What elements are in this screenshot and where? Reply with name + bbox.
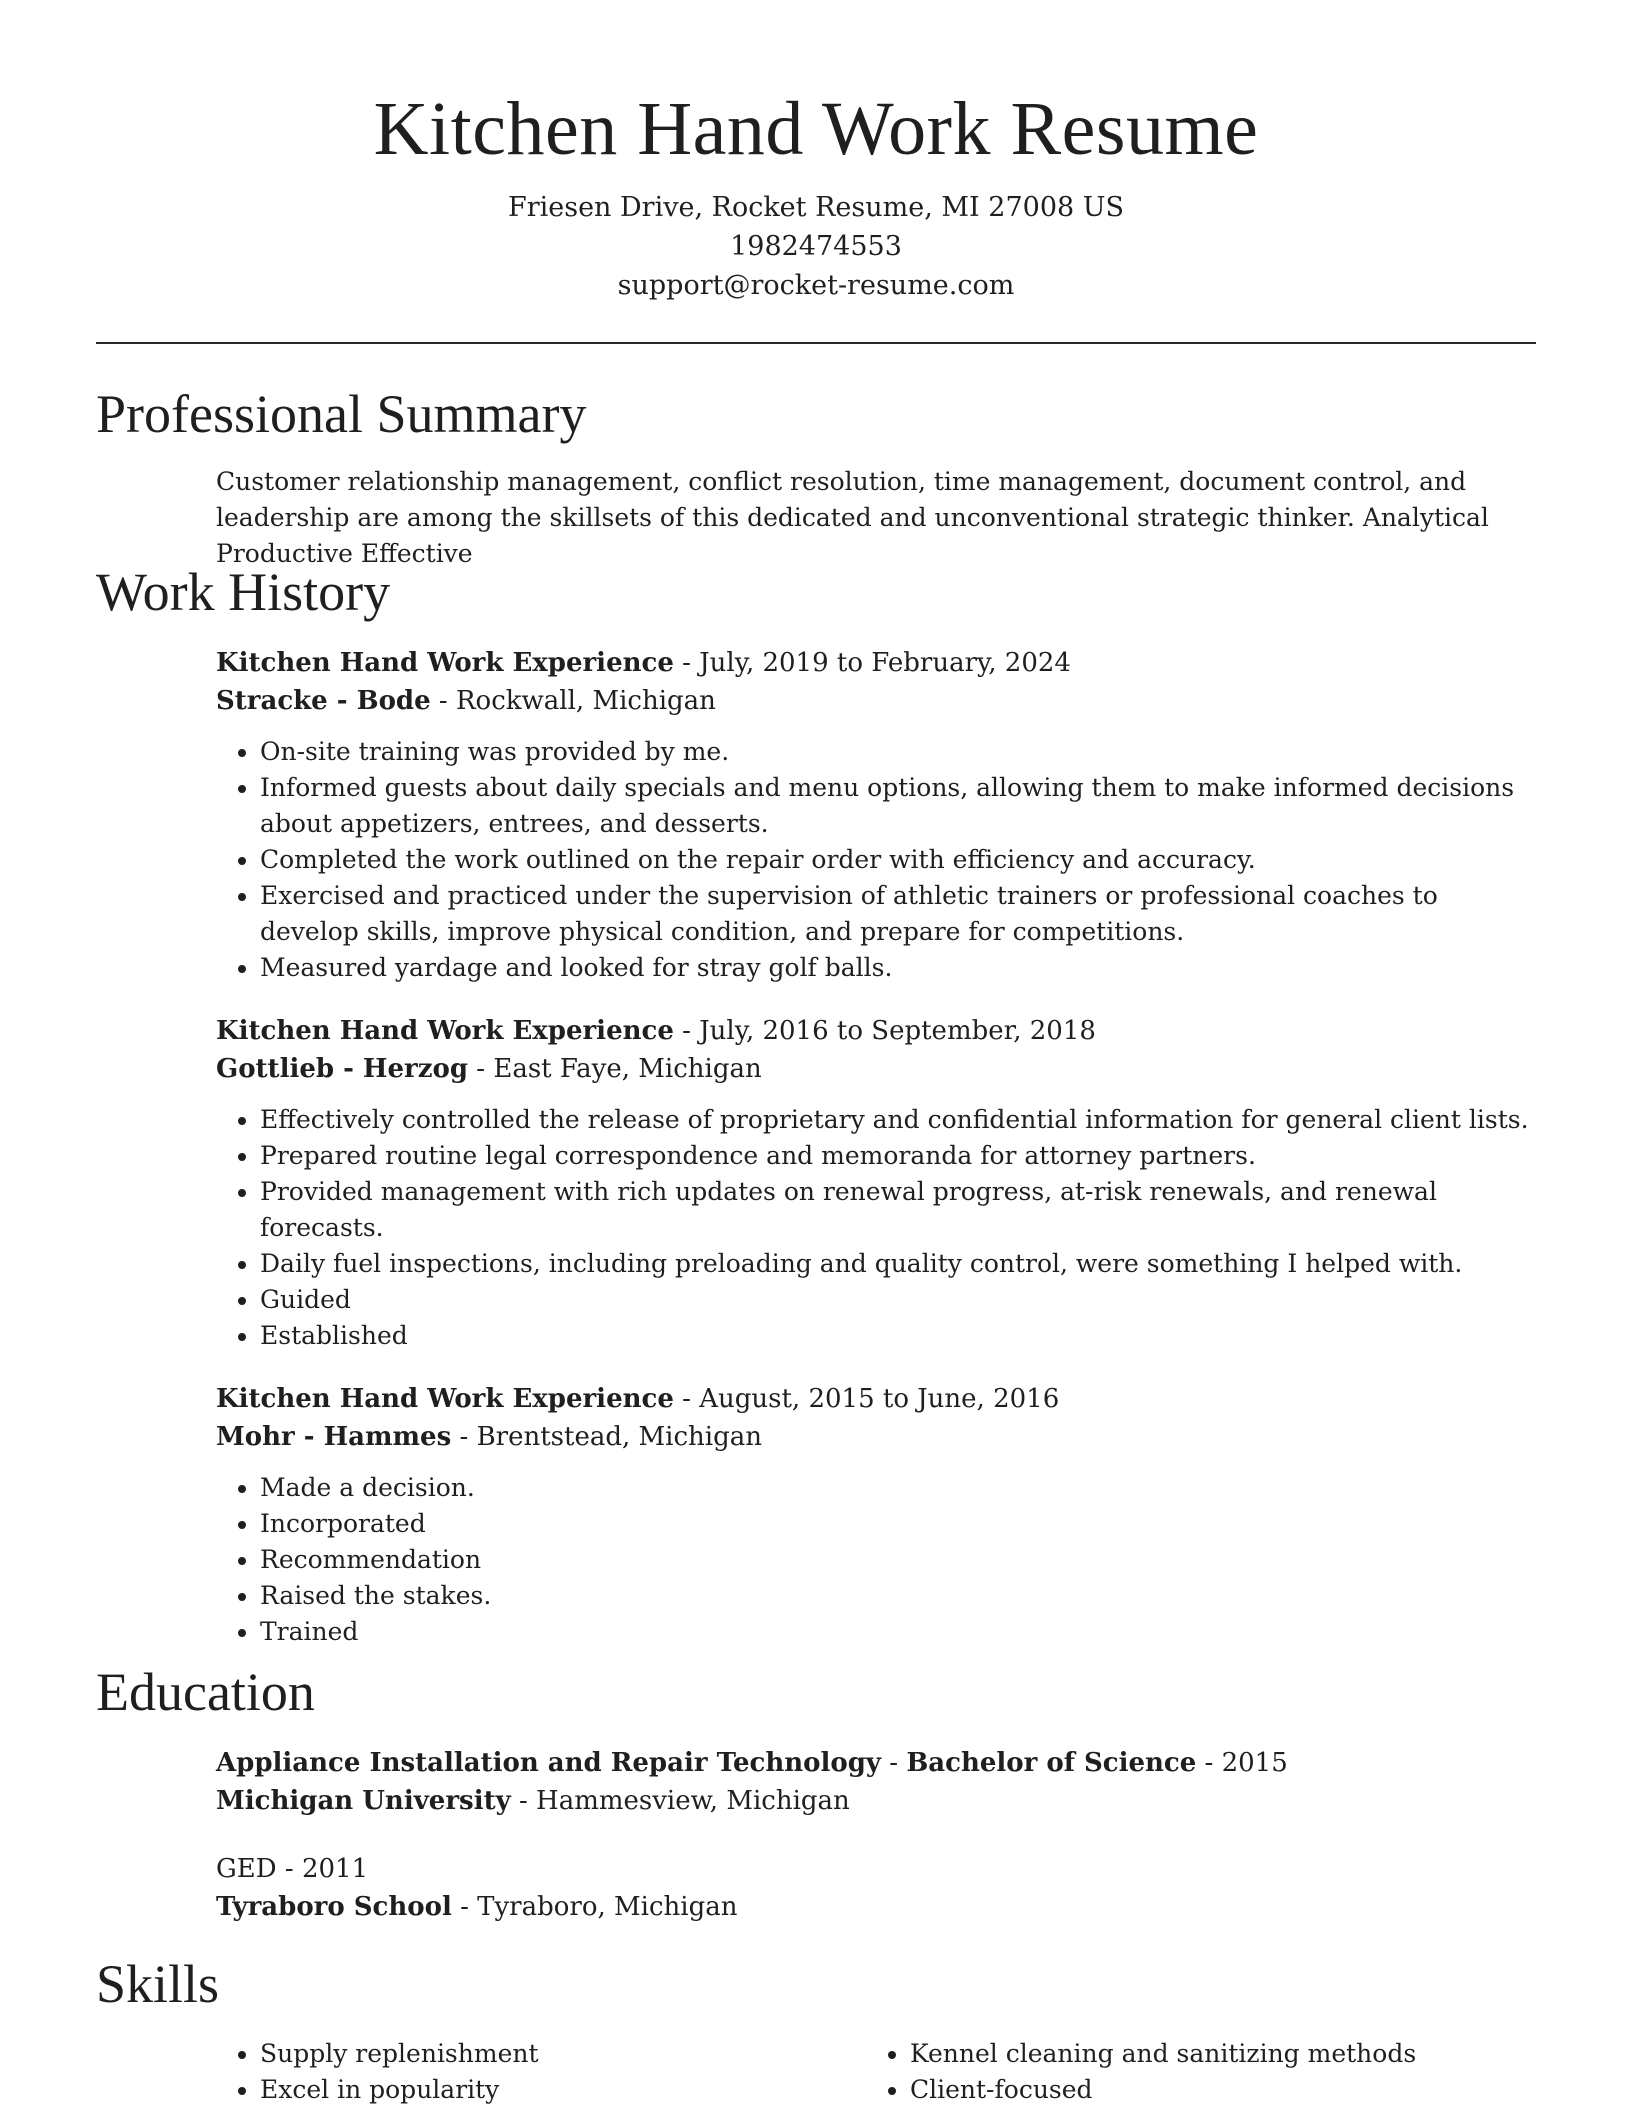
list-item: • Provided management with rich updates on renewal progress, at-risk renewals, and renewal forecasts. xyxy=(260,1174,1536,1246)
education-heading: Education xyxy=(96,1662,315,1722)
list-item: • Established xyxy=(260,1318,1536,1354)
job-title: Kitchen Hand Work Experience xyxy=(216,1016,674,1046)
contact-email: support@rocket-resume.com xyxy=(617,270,1015,301)
skills-column-right xyxy=(866,2036,1516,2108)
list-item: • Daily fuel inspections, including preloading and quality control, were something I helped with. xyxy=(260,1246,1536,1282)
education-year: 2011 xyxy=(301,1854,369,1884)
education-section xyxy=(96,1660,1536,1926)
job-title-line: Kitchen Hand Work Experience - July, 2016 to September, 2018 xyxy=(216,1016,1096,1046)
job-bullets xyxy=(216,1470,1536,1650)
education-entry xyxy=(216,1850,1536,1926)
education-year: 2015 xyxy=(1221,1748,1288,1778)
list-item: • Recommendation xyxy=(260,1542,1536,1578)
job-company-line: Gottlieb - Herzog - East Faye, Michigan xyxy=(216,1054,762,1084)
skills-column-left xyxy=(216,2036,866,2108)
contact-phone: 1982474553 xyxy=(730,231,902,262)
job-entry xyxy=(216,644,1536,986)
education-degree: Bachelor of Science xyxy=(906,1748,1197,1778)
education-degree: GED xyxy=(216,1854,277,1884)
list-item: • Raised the stakes. xyxy=(260,1578,1536,1614)
job-title-line: Kitchen Hand Work Experience - July, 2019 to February, 2024 xyxy=(216,648,1071,678)
job-dates: July, 2019 to February, 2024 xyxy=(699,648,1071,678)
job-bullets xyxy=(216,734,1536,986)
list-item: • Effectively controlled the release of proprietary and confidential information for general client lists. xyxy=(260,1102,1536,1138)
job-dates: August, 2015 to June, 2016 xyxy=(699,1384,1060,1414)
job-location: East Faye, Michigan xyxy=(493,1054,762,1084)
list-item: • Measured yardage and looked for stray golf balls. xyxy=(260,950,1536,986)
education-degree-line: GED - 2011 xyxy=(216,1854,369,1884)
skills-section xyxy=(96,1952,1536,2108)
list-item: • Supply replenishment xyxy=(260,2036,866,2072)
job-company: Gottlieb - Herzog xyxy=(216,1054,469,1084)
job-location: Brentstead, Michigan xyxy=(476,1422,762,1452)
contact-block xyxy=(0,188,1632,305)
resume-title: Kitchen Hand Work Resume xyxy=(373,87,1259,171)
resume-header xyxy=(0,0,1632,305)
education-school: Michigan University xyxy=(216,1786,511,1816)
job-title-line: Kitchen Hand Work Experience - August, 2015 to June, 2016 xyxy=(216,1384,1060,1414)
summary-heading: Professional Summary xyxy=(96,384,587,444)
list-item: • Kennel cleaning and sanitizing methods xyxy=(910,2036,1516,2072)
job-entry xyxy=(216,1380,1536,1650)
education-school: Tyraboro School xyxy=(216,1892,452,1922)
work-history-heading: Work History xyxy=(96,562,391,622)
education-location: Tyraboro, Michigan xyxy=(477,1892,738,1922)
job-company-line: Mohr - Hammes - Brentstead, Michigan xyxy=(216,1422,762,1452)
job-company-line: Stracke - Bode - Rockwall, Michigan xyxy=(216,686,716,716)
education-location: Hammesview, Michigan xyxy=(536,1786,850,1816)
education-degree-line: Appliance Installation and Repair Technology - Bachelor of Science - 2015 xyxy=(216,1748,1288,1778)
skills-columns xyxy=(216,2036,1536,2108)
job-title: Kitchen Hand Work Experience xyxy=(216,1384,674,1414)
education-school-line: Tyraboro School - Tyraboro, Michigan xyxy=(216,1892,738,1922)
list-item: • Client-focused xyxy=(910,2072,1516,2108)
summary-section xyxy=(96,382,1536,572)
list-item: • Incorporated xyxy=(260,1506,1536,1542)
list-item: • Made a decision. xyxy=(260,1470,1536,1506)
job-location: Rockwall, Michigan xyxy=(455,686,716,716)
list-item: • Guided xyxy=(260,1282,1536,1318)
list-item: • Prepared routine legal correspondence and memoranda for attorney partners. xyxy=(260,1138,1536,1174)
job-bullets xyxy=(216,1102,1536,1354)
education-entry xyxy=(216,1744,1536,1820)
list-item: • On-site training was provided by me. xyxy=(260,734,1536,770)
summary-text: Customer relationship management, conflict resolution, time management, document control, and leadership are among the skillsets of this dedicated and unconventional strategic thinker. Analytical Productive Effective xyxy=(216,467,1489,568)
work-history-section xyxy=(96,560,1536,1650)
job-title: Kitchen Hand Work Experience xyxy=(216,648,674,678)
list-item: • Informed guests about daily specials and menu options, allowing them to make informed decisions about appetizers, entrees, and desserts. xyxy=(260,770,1536,842)
job-dates: July, 2016 to September, 2018 xyxy=(699,1016,1096,1046)
list-item: • Trained xyxy=(260,1614,1536,1650)
skills-heading: Skills xyxy=(96,1954,220,2014)
contact-address: Friesen Drive, Rocket Resume, MI 27008 US xyxy=(507,192,1125,223)
education-program: Appliance Installation and Repair Technology xyxy=(216,1748,881,1778)
list-item: • Completed the work outlined on the repair order with efficiency and accuracy. xyxy=(260,842,1536,878)
job-company: Mohr - Hammes xyxy=(216,1422,452,1452)
header-divider xyxy=(96,342,1536,344)
job-entry xyxy=(216,1012,1536,1354)
education-school-line: Michigan University - Hammesview, Michigan xyxy=(216,1786,850,1816)
list-item: • Excel in popularity xyxy=(260,2072,866,2108)
list-item: • Exercised and practiced under the supervision of athletic trainers or professional coaches to develop skills, improve physical condition, and prepare for competitions. xyxy=(260,878,1536,950)
job-company: Stracke - Bode xyxy=(216,686,431,716)
